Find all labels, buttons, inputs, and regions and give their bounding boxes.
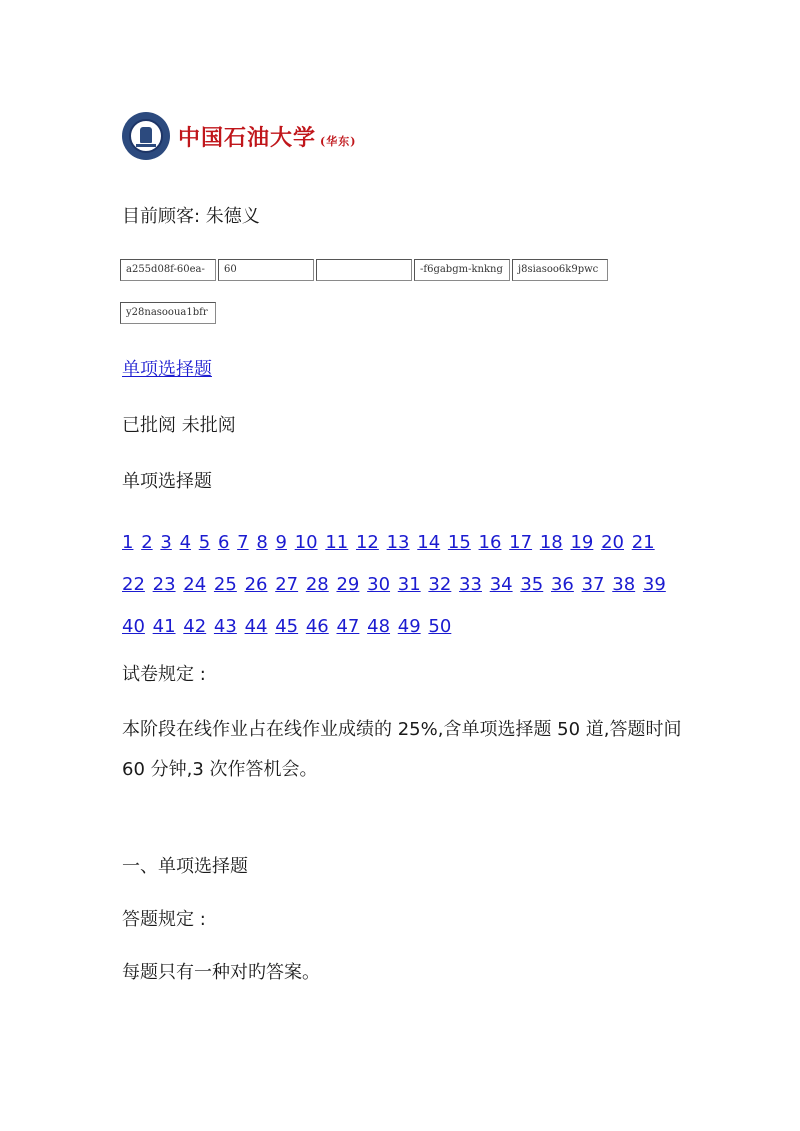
question-link-44[interactable]: 44 [244, 616, 268, 637]
university-name-sub: (华东) [320, 134, 357, 148]
question-link-10[interactable]: 10 [294, 532, 318, 553]
field-2[interactable]: 60 [218, 259, 314, 281]
question-link-11[interactable]: 11 [325, 532, 349, 553]
question-link-31[interactable]: 31 [397, 574, 421, 595]
question-link-50[interactable]: 50 [428, 616, 452, 637]
question-link-1[interactable]: 1 [122, 532, 134, 553]
question-link-43[interactable]: 43 [213, 616, 237, 637]
question-link-49[interactable]: 49 [397, 616, 421, 637]
question-link-5[interactable]: 5 [198, 532, 211, 553]
current-customer: 目前顾客: 朱德义 [122, 206, 260, 227]
question-link-20[interactable]: 20 [601, 532, 624, 553]
question-link-24[interactable]: 24 [183, 574, 207, 595]
question-link-26[interactable]: 26 [244, 574, 268, 595]
question-link-34[interactable]: 34 [489, 574, 513, 595]
field-1[interactable]: a255d08f-60ea- [120, 259, 216, 281]
question-link-39[interactable]: 39 [642, 574, 666, 595]
question-number-links [122, 522, 687, 648]
part-title: 一、单项选择题 [122, 856, 248, 877]
question-link-36[interactable]: 36 [550, 574, 574, 595]
exam-rules-label: 试卷规定 : [122, 664, 206, 685]
question-link-37[interactable]: 37 [581, 574, 605, 595]
question-link-13[interactable]: 13 [386, 532, 410, 553]
question-link-3[interactable]: 3 [160, 532, 172, 553]
question-link-30[interactable]: 30 [367, 574, 391, 595]
question-link-45[interactable]: 45 [275, 616, 299, 637]
field-6[interactable]: y28nasooua1bfr [120, 302, 216, 324]
university-logo [122, 112, 356, 160]
question-link-23[interactable]: 23 [152, 574, 176, 595]
question-link-35[interactable]: 35 [520, 574, 544, 595]
question-link-7[interactable]: 7 [237, 532, 249, 553]
question-link-38[interactable]: 38 [612, 574, 636, 595]
answer-rules-label: 答题规定 : [122, 909, 206, 930]
fields-row-2 [120, 302, 216, 324]
section-heading: 单项选择题 [122, 471, 212, 492]
question-link-48[interactable]: 48 [367, 616, 391, 637]
question-link-2[interactable]: 2 [141, 532, 153, 553]
question-link-27[interactable]: 27 [275, 574, 299, 595]
question-link-33[interactable]: 33 [459, 574, 482, 595]
question-link-28[interactable]: 28 [305, 574, 329, 595]
question-link-16[interactable]: 16 [478, 532, 502, 553]
question-link-19[interactable]: 19 [570, 532, 594, 553]
question-link-14[interactable]: 14 [417, 532, 441, 553]
university-name [178, 121, 356, 152]
question-link-18[interactable]: 18 [539, 532, 563, 553]
question-link-42[interactable]: 42 [183, 616, 207, 637]
section-link-single-choice[interactable]: 单项选择题 [122, 359, 212, 380]
question-link-47[interactable]: 47 [336, 616, 360, 637]
question-link-46[interactable]: 46 [305, 616, 329, 637]
question-link-15[interactable]: 15 [447, 532, 471, 553]
question-link-32[interactable]: 32 [428, 574, 452, 595]
university-name-main: 中国石油大学 [178, 124, 317, 151]
university-seal-icon [122, 112, 170, 160]
answer-rules-text: 每题只有一种对旳答案。 [122, 962, 320, 983]
question-link-8[interactable]: 8 [256, 532, 268, 553]
question-link-25[interactable]: 25 [213, 574, 237, 595]
question-link-41[interactable]: 41 [152, 616, 176, 637]
question-link-9[interactable]: 9 [275, 532, 287, 553]
review-status: 已批阅 未批阅 [122, 415, 236, 436]
question-link-4[interactable]: 4 [179, 532, 192, 553]
question-link-6[interactable]: 6 [217, 532, 230, 553]
question-link-22[interactable]: 22 [122, 574, 145, 595]
question-link-12[interactable]: 12 [355, 532, 379, 553]
field-4[interactable]: -f6gabgm-knkng [414, 259, 510, 281]
exam-rules-text: 本阶段在线作业占在线作业成绩的 25%,含单项选择题 50 道,答题时间 60 分钟,3 次作答机会。 [122, 719, 682, 780]
question-link-29[interactable]: 29 [336, 574, 360, 595]
field-3[interactable] [316, 259, 412, 281]
fields-row-1 [120, 259, 608, 281]
question-link-17[interactable]: 17 [509, 532, 533, 553]
question-link-40[interactable]: 40 [122, 616, 145, 637]
field-5[interactable]: j8siasoo6k9pwc [512, 259, 608, 281]
question-link-21[interactable]: 21 [631, 532, 655, 553]
